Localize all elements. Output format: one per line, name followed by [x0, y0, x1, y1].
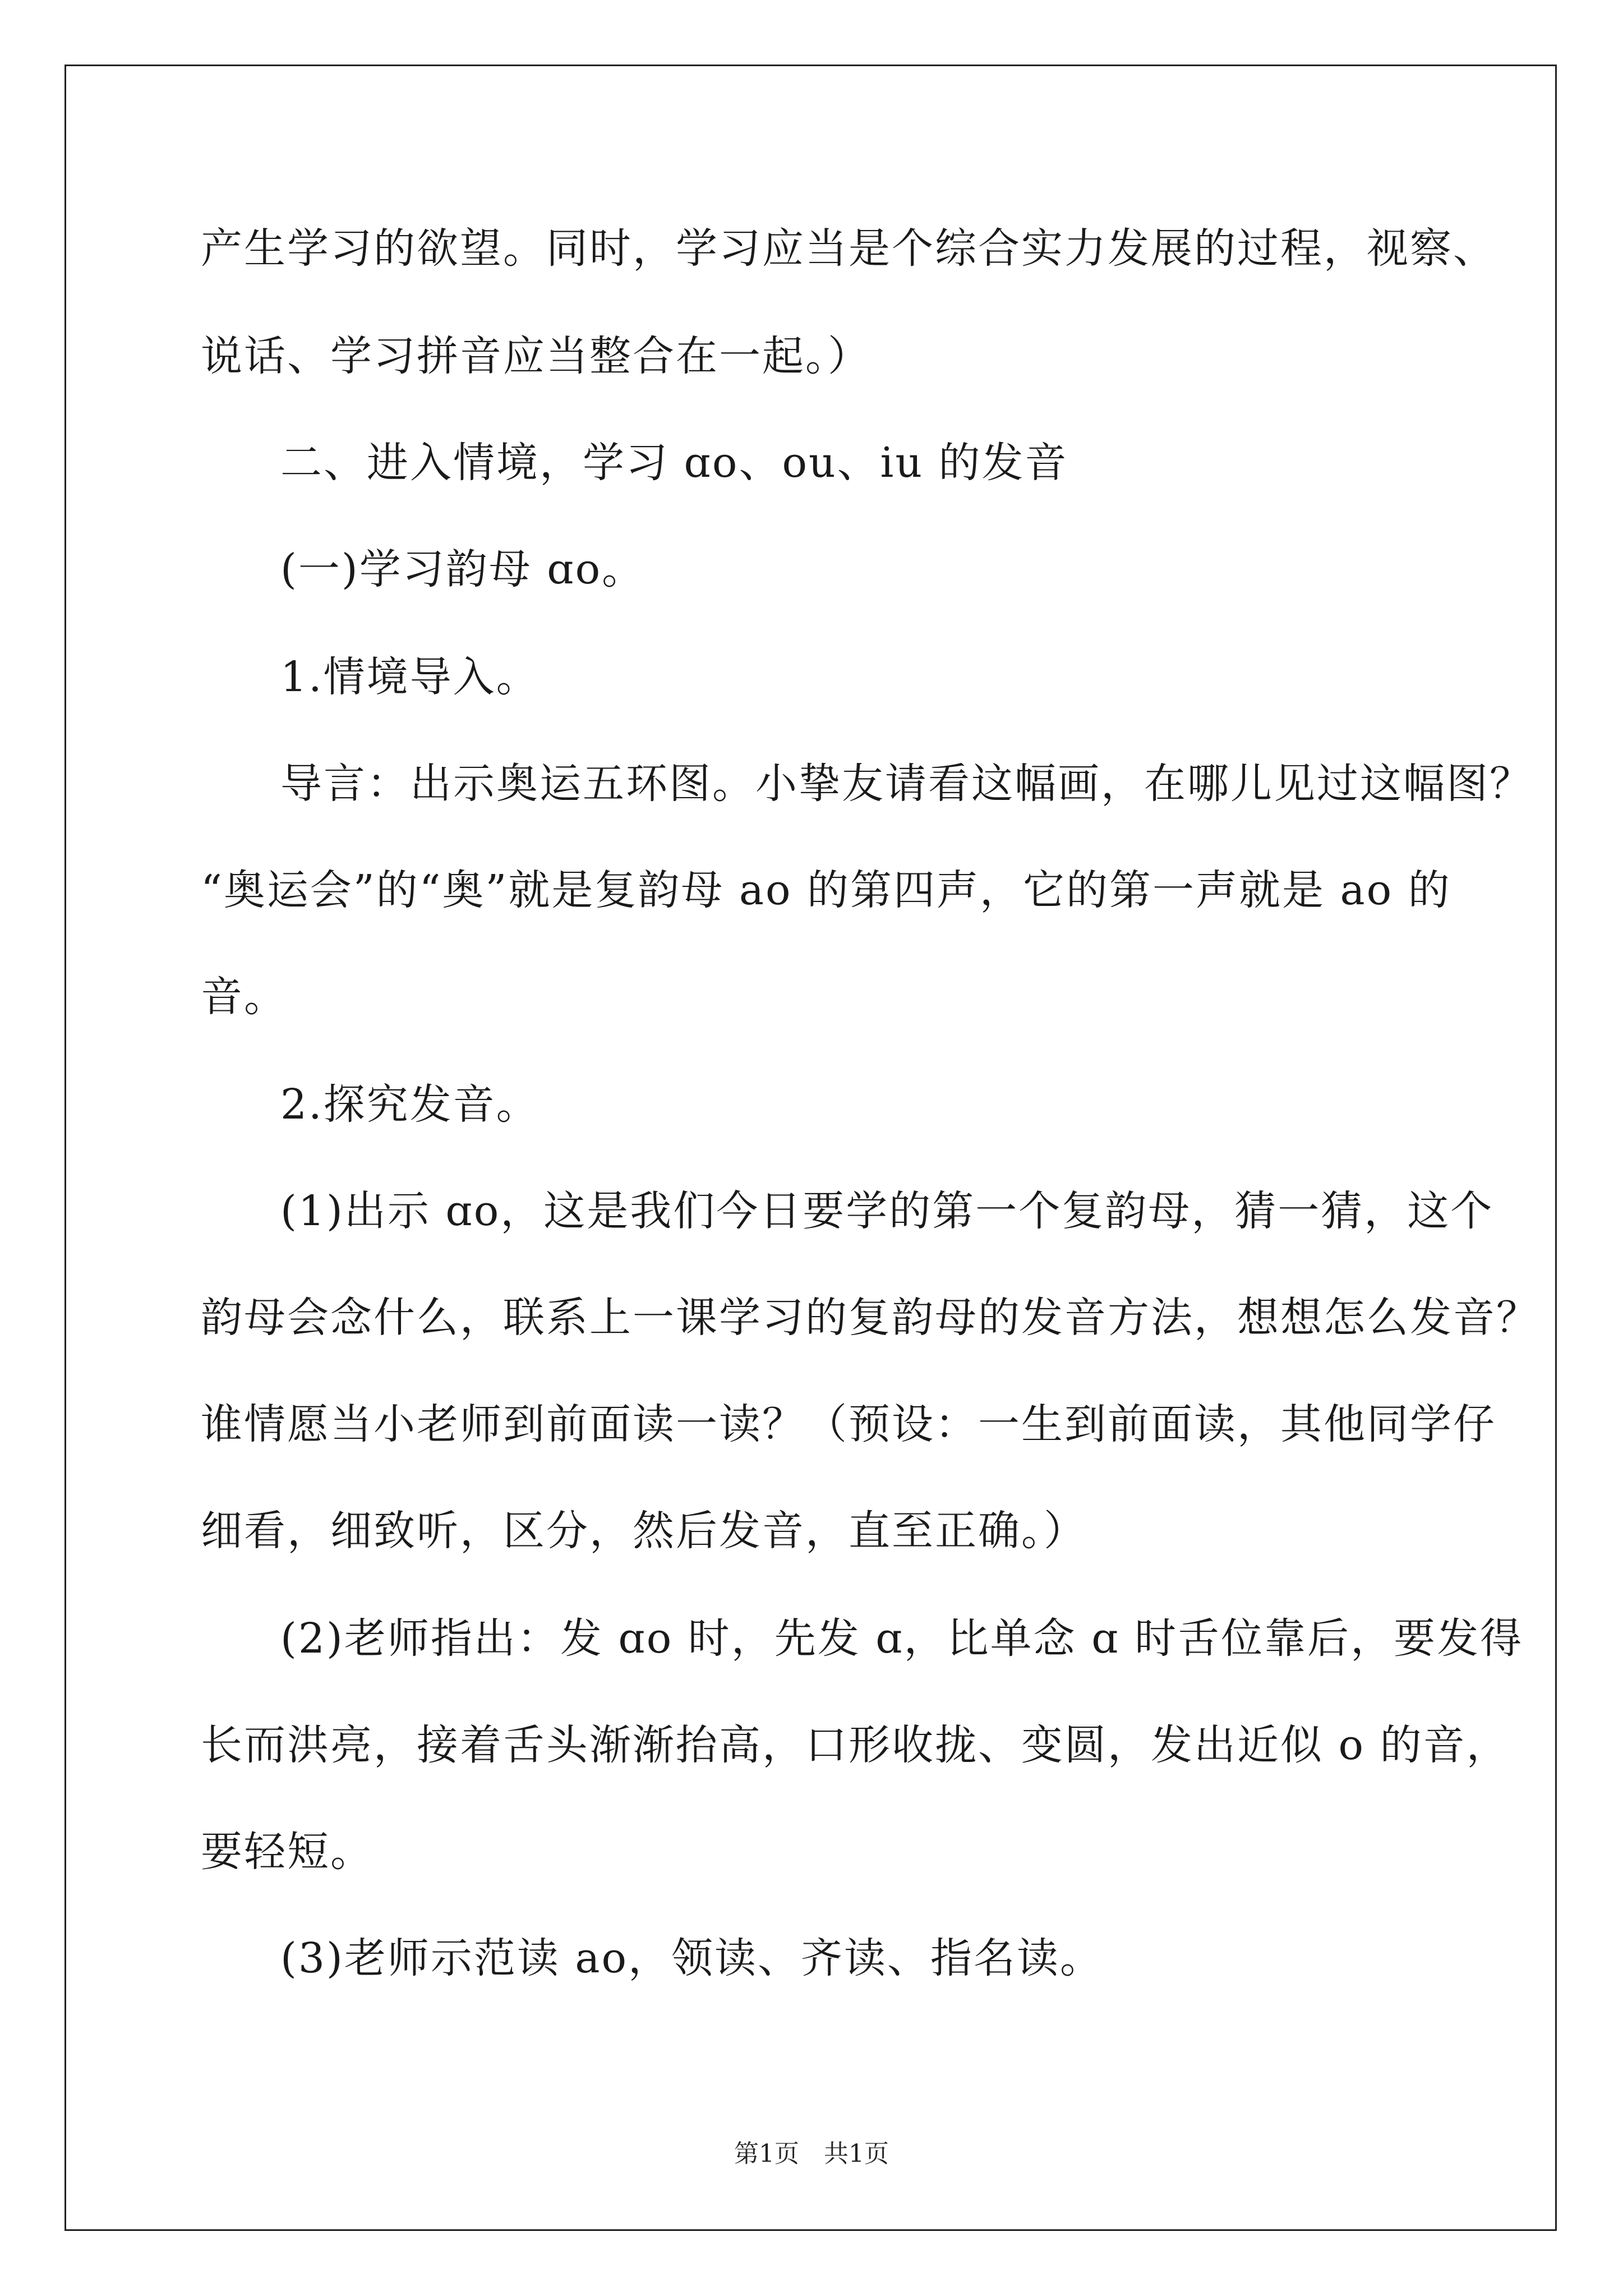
text-line: (1)出示 ɑo，这是我们今日要学的第一个复韵母，猜一猜，这个	[280, 1187, 1494, 1235]
text-line: 导言：出示奥运五环图。小挚友请看这幅画，在哪儿见过这幅图？	[280, 760, 1533, 808]
text-line: “奥运会”的“奥”就是复韵母 ao 的第四声，它的第一声就是 ao 的	[201, 866, 1451, 914]
step-heading: 2.探究发音。	[280, 1080, 540, 1129]
text-line: 细看，细致听，区分，然后发音，直至正确。）	[201, 1507, 1087, 1555]
text-line: 产生学习的欲望。同时，学习应当是个综合实力发展的过程，视察、	[201, 224, 1496, 273]
subsection-heading: (一)学习韵母 ɑo。	[280, 545, 645, 593]
text-line: 要轻短。	[201, 1828, 374, 1876]
page-footer: 第1页 共1页	[734, 2139, 889, 2168]
step-heading: 1.情境导入。	[280, 653, 540, 701]
text-line: (2)老师指出：发 ɑo 时，先发 ɑ，比单念 ɑ 时舌位靠后，要发得	[280, 1614, 1524, 1663]
text-line: 说话、学习拼音应当整合在一起。）	[201, 332, 871, 380]
text-line: 韵母会念什么，联系上一课学习的复韵母的发音方法，想想怎么发音？	[201, 1294, 1539, 1342]
text-line: 音。	[201, 973, 287, 1021]
section-heading: 二、进入情境，学习 ɑo、ou、iu 的发音	[280, 439, 1068, 487]
text-line: 长而洪亮，接着舌头渐渐抬高，口形收拢、变圆，发出近似 o 的音，	[201, 1721, 1510, 1769]
page-border	[64, 65, 1557, 2231]
text-line: 谁情愿当小老师到前面读一读？（预设：一生到前面读，其他同学仔	[201, 1400, 1496, 1448]
text-line: (3)老师示范读 ao，领读、齐读、指名读。	[280, 1934, 1104, 1982]
